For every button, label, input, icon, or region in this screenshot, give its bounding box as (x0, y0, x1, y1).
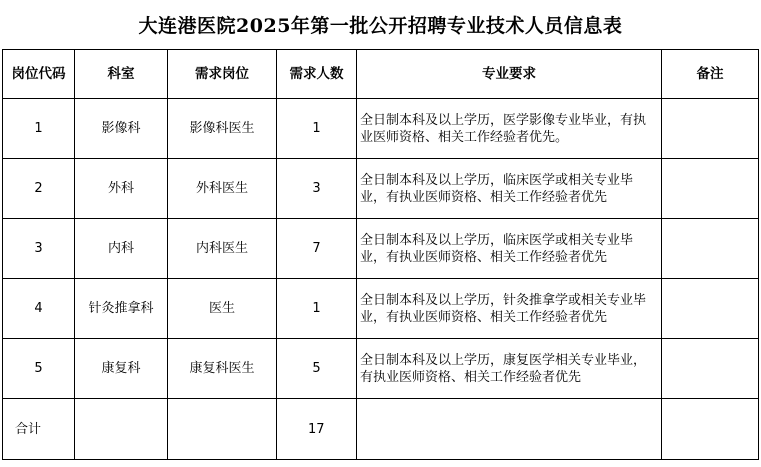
cell-requirement: 全日制本科及以上学历，医学影像专业毕业，有执业医师资格、相关工作经验者优先。 (357, 99, 662, 159)
header-note: 备注 (662, 50, 759, 99)
cell-position: 影像科医生 (168, 99, 277, 159)
header-position: 需求岗位 (168, 50, 277, 99)
table-total-row (3, 399, 759, 460)
header-code: 岗位代码 (3, 50, 75, 99)
total-empty-note (662, 399, 759, 460)
cell-code: 3 (3, 219, 75, 279)
cell-note (662, 339, 759, 399)
cell-count: 1 (277, 279, 357, 339)
table-row (3, 99, 759, 159)
cell-code: 5 (3, 339, 75, 399)
total-label: 合计 (3, 399, 75, 460)
cell-requirement: 全日制本科及以上学历，康复医学相关专业毕业，有执业医师资格、相关工作经验者优先 (357, 339, 662, 399)
table-row (3, 159, 759, 219)
cell-position: 康复科医生 (168, 339, 277, 399)
cell-note (662, 159, 759, 219)
cell-note (662, 219, 759, 279)
total-empty-requirement (357, 399, 662, 460)
table-row (3, 279, 759, 339)
cell-dept: 外科 (75, 159, 168, 219)
cell-note (662, 99, 759, 159)
cell-code: 4 (3, 279, 75, 339)
cell-position: 内科医生 (168, 219, 277, 279)
page-title: 大连港医院2025年第一批公开招聘专业技术人员信息表 (138, 15, 623, 37)
cell-position: 外科医生 (168, 159, 277, 219)
table-header-row (3, 50, 759, 99)
recruitment-table (2, 49, 759, 460)
cell-count: 5 (277, 339, 357, 399)
table-row (3, 339, 759, 399)
total-empty-dept (75, 399, 168, 460)
cell-requirement: 全日制本科及以上学历，临床医学或相关专业毕业，有执业医师资格、相关工作经验者优先 (357, 159, 662, 219)
cell-code: 2 (3, 159, 75, 219)
cell-dept: 内科 (75, 219, 168, 279)
cell-requirement: 全日制本科及以上学历，临床医学或相关专业毕业，有执业医师资格、相关工作经验者优先 (357, 219, 662, 279)
cell-dept: 针灸推拿科 (75, 279, 168, 339)
header-dept: 科室 (75, 50, 168, 99)
cell-count: 7 (277, 219, 357, 279)
cell-count: 3 (277, 159, 357, 219)
table-row (3, 219, 759, 279)
cell-dept: 康复科 (75, 339, 168, 399)
total-empty-position (168, 399, 277, 460)
cell-dept: 影像科 (75, 99, 168, 159)
header-requirement: 专业要求 (357, 50, 662, 99)
cell-requirement: 全日制本科及以上学历，针灸推拿学或相关专业毕业，有执业医师资格、相关工作经验者优先 (357, 279, 662, 339)
cell-note (662, 279, 759, 339)
cell-code: 1 (3, 99, 75, 159)
header-count: 需求人数 (277, 50, 357, 99)
total-count: 17 (277, 399, 357, 460)
cell-count: 1 (277, 99, 357, 159)
cell-position: 医生 (168, 279, 277, 339)
